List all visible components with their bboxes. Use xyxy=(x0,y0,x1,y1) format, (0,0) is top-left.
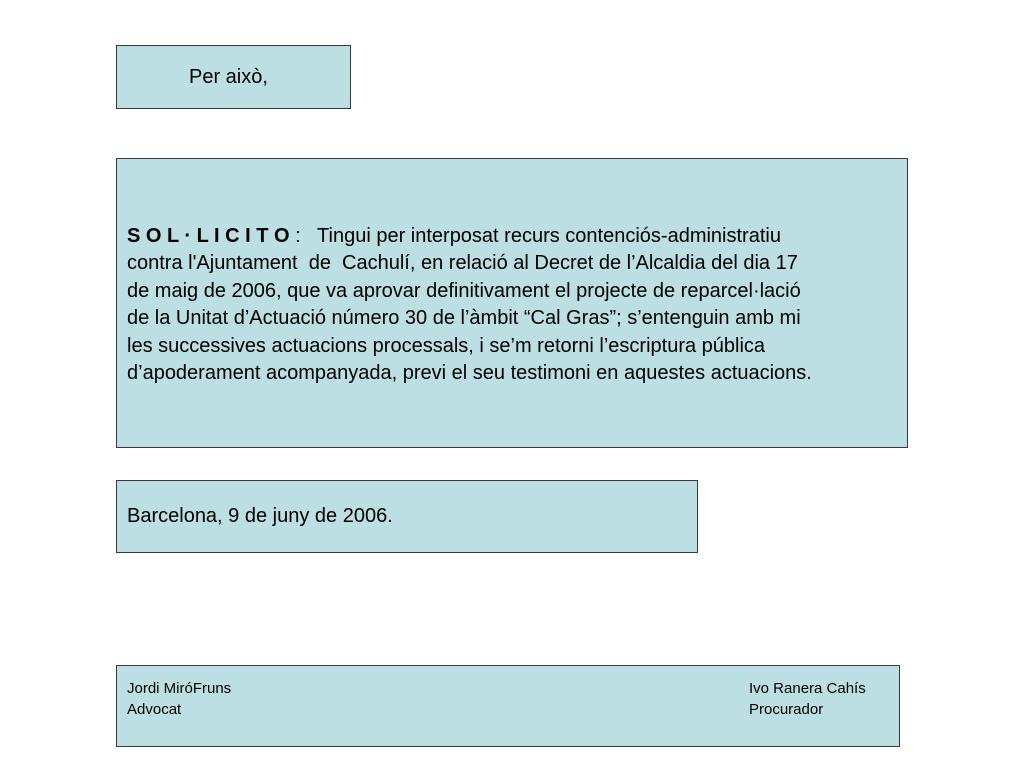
date-box xyxy=(116,480,698,553)
intro-box xyxy=(116,45,351,109)
signature-lawyer xyxy=(127,678,231,720)
request-line-4: de la Unitat d’Actuació número 30 de l’àmbit “Cal Gras”; s’entenguin amb mi xyxy=(127,307,801,330)
signature-lawyer-role: Advocat xyxy=(127,701,182,718)
signature-attorney xyxy=(749,678,866,720)
request-label: S O L · L I C I T O xyxy=(127,225,290,247)
signature-lawyer-name: Jordi MiróFruns xyxy=(127,680,232,697)
request-box xyxy=(116,158,908,448)
signatures-box xyxy=(116,665,900,747)
date-text: Barcelona, 9 de juny de 2006. xyxy=(127,505,393,527)
request-separator: : xyxy=(289,225,318,247)
signature-attorney-name: Ivo Ranera Cahís xyxy=(749,680,866,697)
request-line-3: de maig de 2006, que va aprovar definitivament el projecte de reparcel·lació xyxy=(127,279,801,302)
request-line-5: les successives actuacions processals, i se’m retorni l’escriptura pública xyxy=(127,334,766,357)
intro-text: Per això, xyxy=(189,65,268,88)
request-line-6: d’apoderament acompanyada, previ el seu testimoni en aquestes actuacions. xyxy=(127,362,812,385)
request-line-1-text: Tingui per interposat recurs contenciós-administratiu xyxy=(317,225,781,247)
request-line-1 xyxy=(127,223,907,250)
signature-attorney-role: Procurador xyxy=(749,701,824,718)
request-line-2: contra l'Ajuntament de Cachulí, en relació al Decret de l’Alcaldia del dia 17 xyxy=(127,252,798,275)
